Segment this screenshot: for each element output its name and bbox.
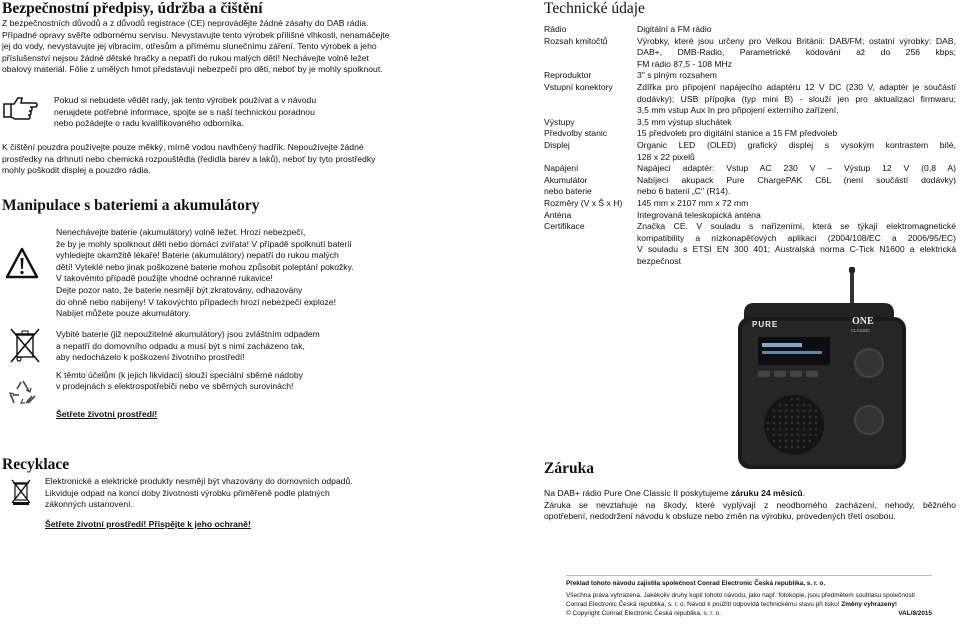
spec-value	[637, 210, 956, 222]
battery-eco-note: Šetřete životní prostředí!	[56, 408, 158, 419]
spec-label	[544, 117, 637, 129]
footer-copyright: © Copyright Conrad Electronic Česká republika, s. r. o.	[566, 610, 721, 617]
cleaning-line: K čištění pouzdra používejte pouze měkký, mírně vodou navlhčený hadřík. Nepoužívejte žádné	[2, 142, 364, 152]
spec-value-line: dodávky); USB přípojka (typ mini B) - slouží jen pro aktualizaci firmwaru;	[637, 93, 956, 104]
spec-row	[544, 117, 956, 129]
spec-value	[637, 70, 956, 82]
spec-label	[544, 24, 637, 36]
warning-line: vyhledejte okamžitě lékaře! Baterie (akumulátory) nepatří do rukou malých	[56, 250, 339, 261]
footer-changes: Změny vyhrazeny!	[841, 601, 898, 608]
spec-value-line: 3" s plným rozsahem	[637, 70, 717, 81]
footer-code: VAL/8/2015	[898, 610, 932, 617]
spec-label-line: Napájení	[544, 163, 579, 174]
spec-row	[544, 198, 956, 210]
warning-triangle-icon	[5, 247, 39, 284]
disposal-line: a nepatří do domovního odpadu a musí být s nimi zacházeno tak,	[56, 340, 305, 351]
spec-value-line: nebo 6 baterií „C" (R14).	[637, 186, 731, 197]
spec-row	[544, 210, 956, 222]
spec-value-line: FM rádio 87,5 - 108 MHz	[637, 58, 733, 69]
warranty-line-post: .	[802, 488, 806, 498]
battery-warning	[56, 227, 496, 320]
spec-value-line: bezpečnost	[637, 255, 681, 266]
spec-value	[637, 36, 956, 71]
warranty-line-pre: Na DAB+ rádio Pure One Classic II poskytujeme	[544, 488, 731, 498]
spec-value	[637, 163, 956, 198]
spec-value-line: Napájecí adaptér: Vstup AC 230 V – Výstup 12 V (0,8 A)	[637, 163, 956, 174]
crossed-bin-icon	[10, 478, 32, 511]
spec-value-line: DAB+, DMB-Radio, Parametrické kódování až do 256 kbps;	[637, 47, 956, 58]
footer-line: Všechna práva vyhrazena. Jakékoliv druhy kopií tohoto návodu, jako např. fotokopie, jsou předmětem souhlasu společnosti	[566, 592, 915, 599]
spec-row	[544, 140, 956, 163]
recycling-line: zákonných ustanovení.	[45, 499, 133, 510]
spec-label	[544, 140, 637, 163]
spec-label	[544, 210, 637, 222]
cleaning-line: mohly poškodit displej a pouzdro rádia.	[2, 165, 151, 176]
spec-label	[544, 82, 637, 117]
spec-row	[544, 163, 956, 198]
spec-value	[637, 117, 956, 129]
footer-box	[566, 575, 932, 618]
spec-value-line: 3,5 mm výstup sluchátek	[637, 116, 732, 127]
disposal-line: v prodejnách s elektrospotřebiči nebo ve sběrných surovinách!	[56, 381, 294, 392]
spec-label-line: Certifikace	[544, 221, 585, 232]
battery-disposal	[56, 329, 496, 421]
warning-line: Dejte pozor nato, že baterie nesmějí být zkratovány, odhazovány	[56, 284, 303, 295]
spec-label-line: Akumulátor	[544, 174, 588, 185]
footer-bottom-row	[566, 609, 932, 618]
spec-value	[637, 128, 956, 140]
spec-label	[544, 36, 637, 71]
warning-line: V takovémto případě použijte vhodné ochranné rukavice!	[56, 273, 273, 284]
spec-label-line: Vstupní konektory	[544, 81, 613, 92]
spec-value-line: Organic LED (OLED) grafický displej s vysokým kontrastem bílé,	[637, 139, 956, 150]
spec-label	[544, 70, 637, 82]
recycling-line: Likviduje odpad na konci doby životnosti výrobku přiměřeně podle platných	[45, 487, 330, 498]
spec-label-line: Výstupy	[544, 116, 575, 127]
recycling-eco-note: Šetřete životní prostředí! Přispějte k jeho ochraně!	[45, 518, 251, 529]
recycling-icon	[8, 378, 38, 411]
spec-value	[637, 24, 956, 36]
warranty-line	[544, 488, 956, 500]
spec-value-line: kompatibility a nízkonapěťových aplikací (2004/108/EC a 2006/95/EC)	[637, 232, 956, 243]
spec-label-line: Předvolby stanic	[544, 128, 608, 139]
warning-line: dětí! Vyteklé nebo jinak poškozené baterie mohou způsobit poleptání pokožky.	[56, 261, 354, 272]
spec-value	[637, 82, 956, 117]
recycling-text	[45, 476, 485, 530]
recycling-line: Elektronické a elektrické produkty nesmějí být vhazovány do domovních odpadů.	[45, 476, 353, 486]
footer-title: Překlad tohoto návodu zajistila společnost Conrad Electronic Česká republika, s. r. o.	[566, 580, 826, 587]
spec-label-line: Reproduktor	[544, 70, 592, 81]
safety-note	[54, 95, 454, 130]
warning-line: Nabíjet můžete pouze akumulátory.	[56, 308, 191, 319]
warranty-line: Záruka se nevztahuje na škody, které vyplývají z neodborného zacházení, nehody, běžného	[544, 499, 956, 510]
safety-line: Případné opravy svěřte odbornému servisu. Nevystavujte tento výrobek přílišné vlhkosti, nenamáčejte	[2, 29, 390, 40]
note-line: Pokud si nebudete vědět rady, jak tento výrobek používat a v návodu	[54, 95, 317, 105]
spec-label-line: nebo baterie	[544, 186, 592, 197]
spec-label	[544, 221, 637, 267]
spec-value-line: Nabíjecí akupack Pure ChargePAK C6L (není součástí dodávky)	[637, 174, 956, 185]
radio-model-label: ONE	[852, 316, 874, 327]
spec-row	[544, 221, 956, 267]
safety-line: Z bezpečnostních důvodů a z důvodů registrace (CE) neprovádějte žádné zásahy do DAB rádia.	[2, 18, 369, 28]
radio-brand-label: PURE	[752, 320, 779, 329]
spec-label	[544, 198, 637, 210]
specs-table	[544, 24, 956, 267]
spec-value-line: Digitální a FM rádio	[637, 24, 712, 34]
spec-value	[637, 198, 956, 210]
safety-line: příslušenství nejsou žádné dětské hračky a nepatří do rukou malých dětí! Nechávejte volně ležet	[2, 52, 369, 63]
footer-line	[566, 600, 932, 609]
warning-line: do ohně nebo nabíjeny! V takovýchto případech hrozí nebezpečí exploze!	[56, 296, 336, 307]
spec-value-line: 128 x 22 pixelů	[637, 151, 695, 162]
safety-title: Bezpečnostní předpisy, údržba a čištění	[2, 0, 263, 17]
cleaning-line: prostředky na drhnutí nebo chemická rozpouštědla (ředidla barev a laků), neboť by tyto prostředky	[2, 153, 376, 164]
spec-value-line: 145 mm x 2107 mm x 72 mm	[637, 197, 749, 208]
disposal-line: Vybité baterie (již nepoužitelné akumulátory) jsou zvláštním odpadem	[56, 329, 320, 339]
warranty-line: opotřebení, nedodržení návodu k obsluze nebo změn na výrobku, provedených třetí osobou.	[544, 511, 896, 522]
spec-label-line: Anténa	[544, 209, 572, 220]
spec-value-line: Integrovaná teleskopická anténa	[637, 209, 761, 220]
recycling-title: Recyklace	[2, 456, 70, 473]
crossed-bin-icon	[8, 326, 42, 371]
cleaning-paragraph	[2, 142, 522, 177]
warning-line: Nenechávejte baterie (akumulátory) volně ležet. Hrozí nebezpečí,	[56, 227, 306, 237]
spec-label-line: Rádio	[544, 24, 567, 34]
spec-value-line: Značka CE. V souladu s nařízeními, která se týkají elektromagnetické	[637, 221, 956, 232]
spec-value	[637, 221, 956, 267]
spec-value-line: 3,5 mm vstup Aux In pro připojení externího zařízení.	[637, 105, 839, 116]
disposal-line: K těmto účelům (k jejich likvidaci) slouží speciální sběrné nádoby	[56, 369, 303, 380]
warranty-period: záruku 24 měsíců	[731, 488, 803, 498]
spec-value-line: Výrobky, které jsou určeny pro Velkou Británii: DAB/FM; ostatní výrobky: DAB,	[637, 35, 956, 46]
batteries-title: Manipulace s bateriemi a akumulátory	[2, 197, 260, 214]
note-line: nenajdete potřebné informace, spojte se s naší technickou poradnou	[54, 106, 315, 117]
spec-value-line: V souladu s ETSI EN 300 401; Australská norma C-Tick N1600 a elektrická	[637, 244, 956, 255]
safety-line: obalový materiál. Fólie z umělých hmot představují nebezpečí pro děti, neboť by je mohly spolknout.	[2, 64, 383, 75]
spec-row	[544, 82, 956, 117]
spec-row	[544, 128, 956, 140]
disposal-line: aby nedocházelo k poškození životního prostředí!	[56, 352, 245, 363]
radio-product-image	[734, 265, 914, 482]
spec-label-line: Rozměry (V x Š x H)	[544, 197, 623, 208]
warning-line: že by je mohly spolknout děti nebo domácí zvířata! V případě spolknutí baterií	[56, 238, 352, 249]
spec-row	[544, 36, 956, 71]
safety-line: jej do vody, nevystavujte jej vibracím, otřesům a přímému slunečnímu záření. Tento výrobek a jeho	[2, 41, 377, 52]
spec-value-line: 15 předvoleb pro digitální stanice a 15 FM předvoleb	[637, 128, 838, 139]
spec-row	[544, 70, 956, 82]
spec-label	[544, 128, 637, 140]
warranty-text	[544, 488, 956, 523]
radio-model-sub-label: CLASSIC	[851, 328, 871, 333]
safety-paragraph	[2, 18, 522, 76]
warranty-title-text: Záruka	[544, 460, 594, 477]
warranty-title	[544, 460, 594, 478]
spec-row	[544, 24, 956, 36]
spec-label-line: Displej	[544, 139, 570, 150]
spec-value-line: Zdířka pro připojení napájecího adaptéru 12 V DC (230 V, adaptér je součástí	[637, 81, 956, 92]
spec-label-line: Rozsah kmitočtů	[544, 35, 608, 46]
pointing-hand-icon	[2, 92, 38, 127]
note-line: nebo požádejte o radu kvalifikovaného odborníka.	[54, 118, 244, 129]
spec-label	[544, 163, 637, 198]
footer-line-pre: Conrad Electronic Česká republika, s. r. o. Návod k použití odpovídá technickému stavu při tisku!	[566, 601, 842, 608]
spec-value	[637, 140, 956, 163]
specs-title: Technické údaje	[544, 0, 645, 17]
